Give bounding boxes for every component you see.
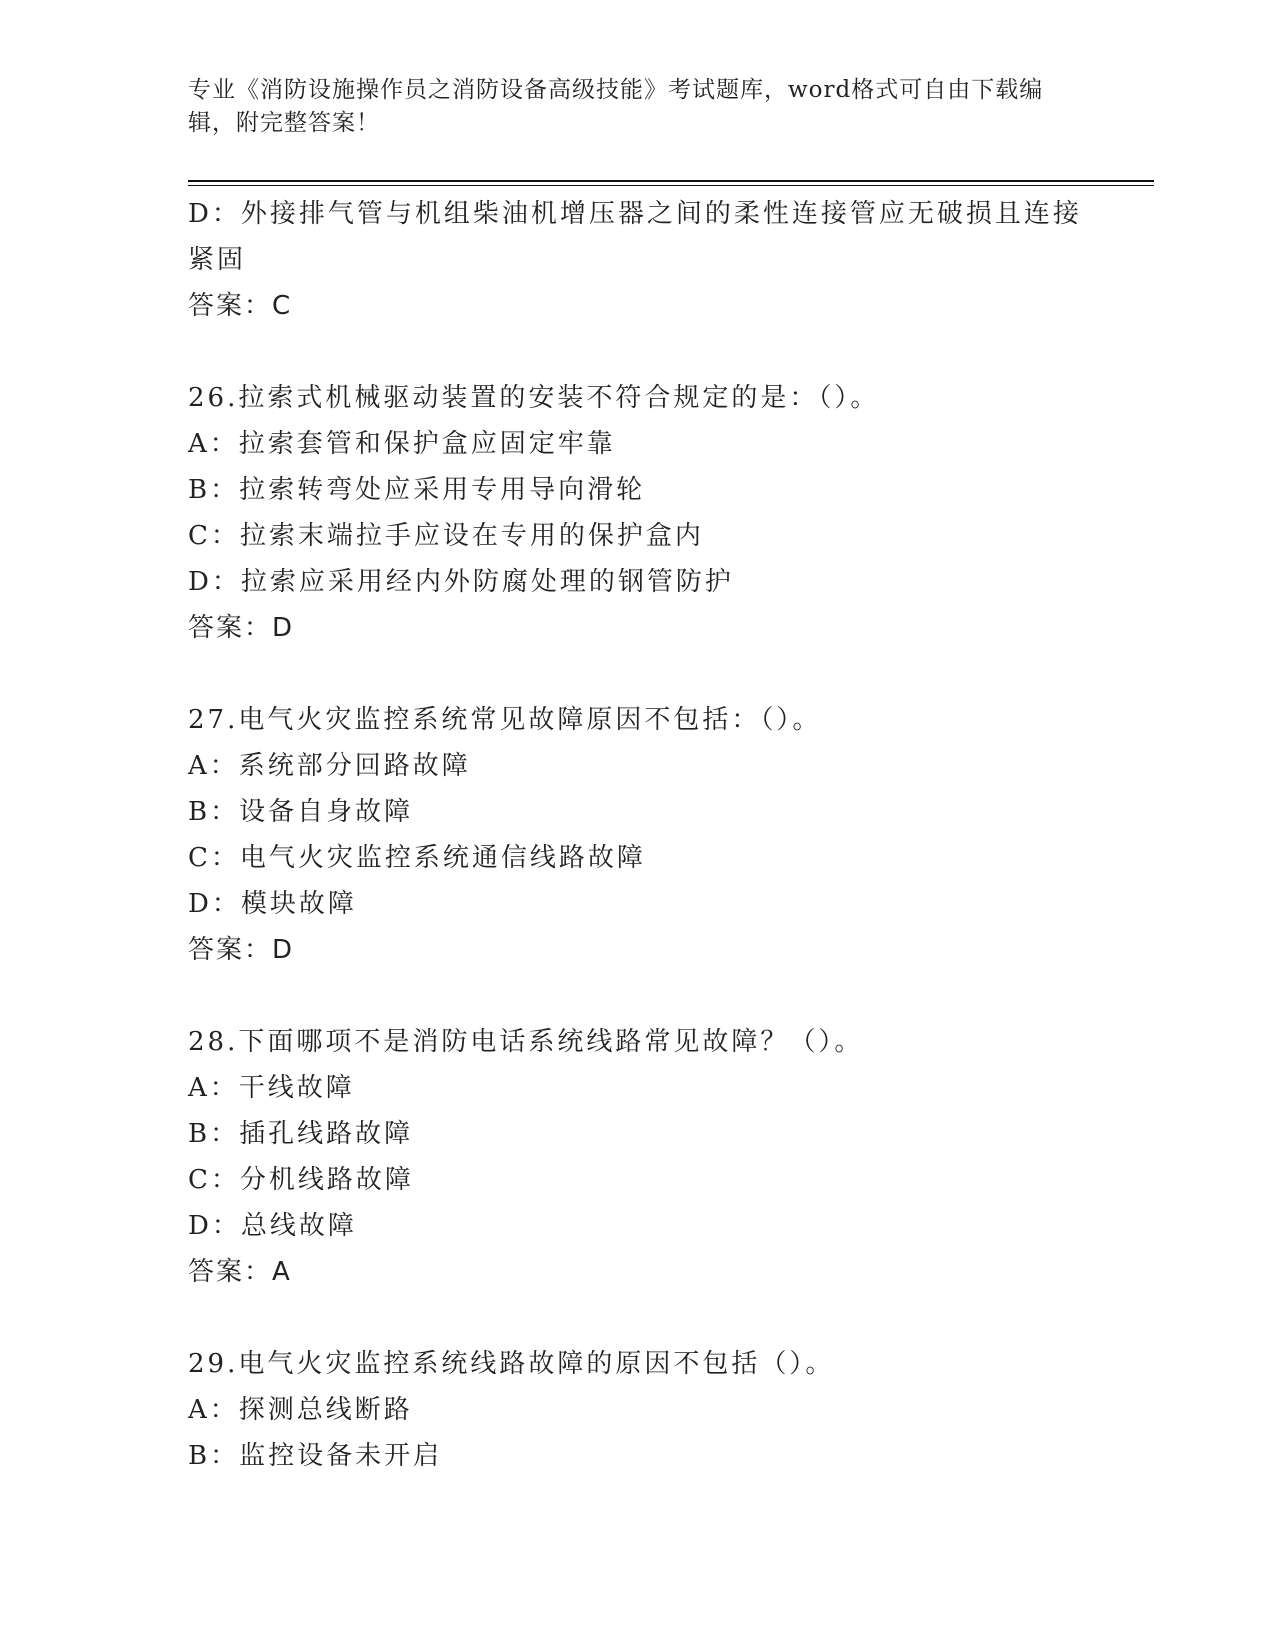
question-stem: 26.拉索式机械驱动装置的安装不符合规定的是：（）。 [188,383,880,413]
question-stem: 29.电气火灾监控系统线路故障的原因不包括（）。 [188,1349,835,1379]
question-29 [188,1341,1088,1479]
option-c: C：分机线路故障 [188,1165,414,1195]
option-d: D：总线故障 [188,1211,357,1241]
header-divider-thin [188,185,1154,186]
answer-label: 答案：C [188,291,293,321]
header-divider-thick [188,180,1154,182]
option-d: D：外接排气管与机组柴油机增压器之间的柔性连接管应无破损且连接 [188,199,1082,229]
question-stem: 27.电气火灾监控系统常见故障原因不包括：（）。 [188,705,822,735]
option-a: A：探测总线断路 [188,1395,413,1425]
option-c: C：电气火灾监控系统通信线路故障 [188,843,646,873]
answer-label: 答案：D [188,613,295,643]
question-content [188,191,1088,1479]
question-28 [188,1019,1088,1295]
option-a: A：拉索套管和保护盒应固定牢靠 [188,429,616,459]
answer-label: 答案：D [188,935,295,965]
option-d-continued: 紧固 [188,245,247,275]
option-b: B：监控设备未开启 [188,1441,443,1471]
question-26 [188,375,1088,651]
question-stem: 28.下面哪项不是消防电话系统线路常见故障？（）。 [188,1027,864,1057]
question-25-tail [188,191,1088,329]
option-d: D：模块故障 [188,889,357,919]
document-header: 专业《消防设施操作员之消防设备高级技能》考试题库，word格式可自由下载编辑，附完整答案！ [188,77,1044,136]
option-a: A：干线故障 [188,1073,355,1103]
answer-label: 答案：A [188,1257,292,1287]
option-b: B：拉索转弯处应采用专用导向滑轮 [188,475,646,505]
option-b: B：设备自身故障 [188,797,414,827]
option-a: A：系统部分回路故障 [188,751,471,781]
option-b: B：插孔线路故障 [188,1119,414,1149]
option-d: D：拉索应采用经内外防腐处理的钢管防护 [188,567,734,597]
question-27 [188,697,1088,973]
option-c: C：拉索末端拉手应设在专用的保护盒内 [188,521,704,551]
